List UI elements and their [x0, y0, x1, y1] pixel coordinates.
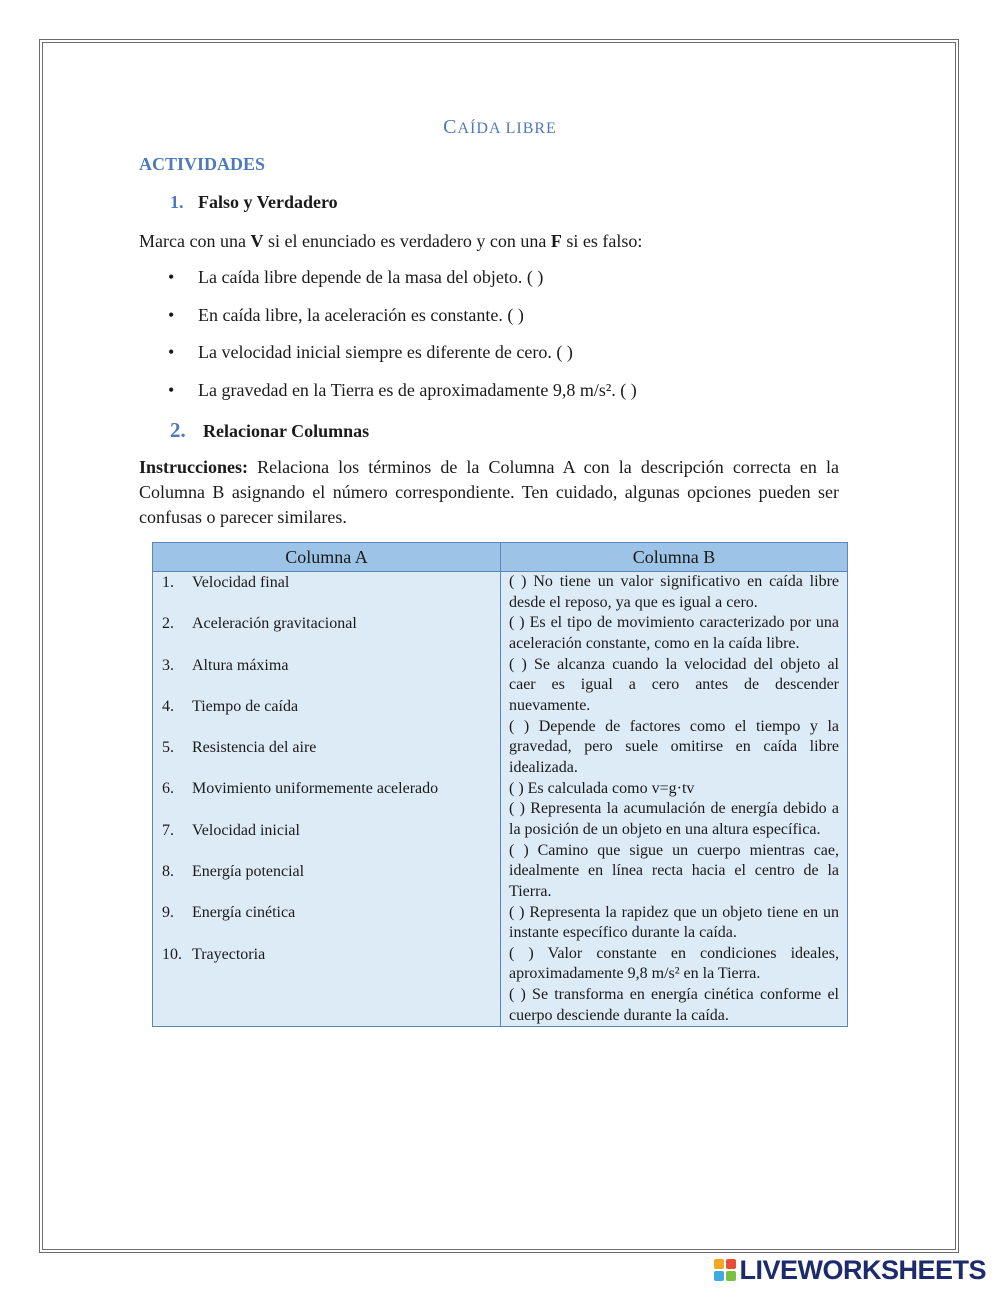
column-a-item: 5. Resistencia del aire: [162, 739, 317, 757]
matching-table: [152, 542, 848, 1027]
column-a-header: Columna A: [153, 543, 501, 572]
true-false-instruction: Marca con una V si el enunciado es verdadero y con una F si es falso:: [139, 231, 643, 251]
column-b-item[interactable]: ( ) Valor constante en condiciones ideales, aproximadamente 9,8 m/s² en la Tierra.: [509, 944, 839, 983]
column-a-item: 6. Movimiento uniformemente acelerado: [162, 780, 439, 798]
column-a-item: 3. Altura máxima: [162, 656, 289, 674]
column-a-item: 7. Velocidad inicial: [162, 821, 300, 839]
page-title: CAÍDA LIBRE: [443, 116, 557, 138]
column-b-item[interactable]: ( ) Es calculada como v=g·tv: [509, 779, 695, 797]
column-a-item: 1. Velocidad final: [162, 574, 290, 591]
column-a-item: 2. Aceleración gravitacional: [162, 615, 357, 633]
column-a-item: 10. Trayectoria: [162, 945, 266, 963]
column-b-item[interactable]: ( ) Representa la acumulación de energía debido a la posición de un objeto en una altura específica.: [509, 800, 839, 838]
list-item[interactable]: • La velocidad inicial siempre es diferente de cero. ( ): [168, 342, 573, 363]
true-false-list: [166, 265, 637, 415]
section-1-heading: 1. Falso y Verdadero: [170, 192, 338, 212]
column-b-item[interactable]: ( ) Es el tipo de movimiento caracterizado por una aceleración constante, como en la caída libre.: [509, 614, 839, 652]
column-b-item[interactable]: ( ) Camino que sigue un cuerpo mientras cae, idealmente en línea recta hacia el centro de la Tierra.: [509, 841, 839, 900]
column-a-cell: [153, 572, 501, 1027]
list-item[interactable]: • La caída libre depende de la masa del objeto. ( ): [168, 267, 544, 287]
column-b-item[interactable]: ( ) Representa la rapidez que un objeto tiene en un instante específico durante la caída.: [509, 903, 839, 942]
liveworksheets-logo[interactable]: LIVEWORKSHEETS: [714, 1253, 986, 1287]
list-item[interactable]: • La gravedad en la Tierra es de aproximadamente 9,8 m/s². ( ): [168, 379, 637, 400]
column-b-item[interactable]: ( ) No tiene un valor significativo en caída libre desde el reposo, ya que es igual a cero.: [509, 573, 839, 611]
section-2-heading: 2. Relacionar Columnas: [170, 418, 370, 442]
logo-blocks-icon: [714, 1259, 736, 1281]
list-item[interactable]: • En caída libre, la aceleración es constante. ( ): [168, 304, 524, 325]
column-a-item: 9. Energía cinética: [162, 904, 296, 922]
column-a-list: [153, 572, 500, 986]
column-a-item: 4. Tiempo de caída: [162, 697, 299, 715]
column-b-cell: [501, 572, 848, 1027]
activities-heading: ACTIVIDADES: [139, 154, 266, 174]
column-a-item: 8. Energía potencial: [162, 863, 305, 881]
column-b-item[interactable]: ( ) Se alcanza cuando la velocidad del objeto al caer es igual a cero antes de descender nuevamente.: [509, 655, 839, 714]
matching-instruction: Instrucciones: Relaciona los términos de la Columna A con la descripción correcta en la Columna B asignando el número correspondiente. Ten cuidado, algunas opciones pueden ser confusas o parecer similares.: [139, 457, 839, 527]
column-b-item[interactable]: ( ) Depende de factores como el tiempo y la gravedad, pero suele omitirse en caída libre idealizada.: [509, 717, 839, 776]
column-b-item[interactable]: ( ) Se transforma en energía cinética conforme el cuerpo desciende durante la caída.: [509, 986, 839, 1024]
column-b-header: Columna B: [501, 543, 848, 572]
